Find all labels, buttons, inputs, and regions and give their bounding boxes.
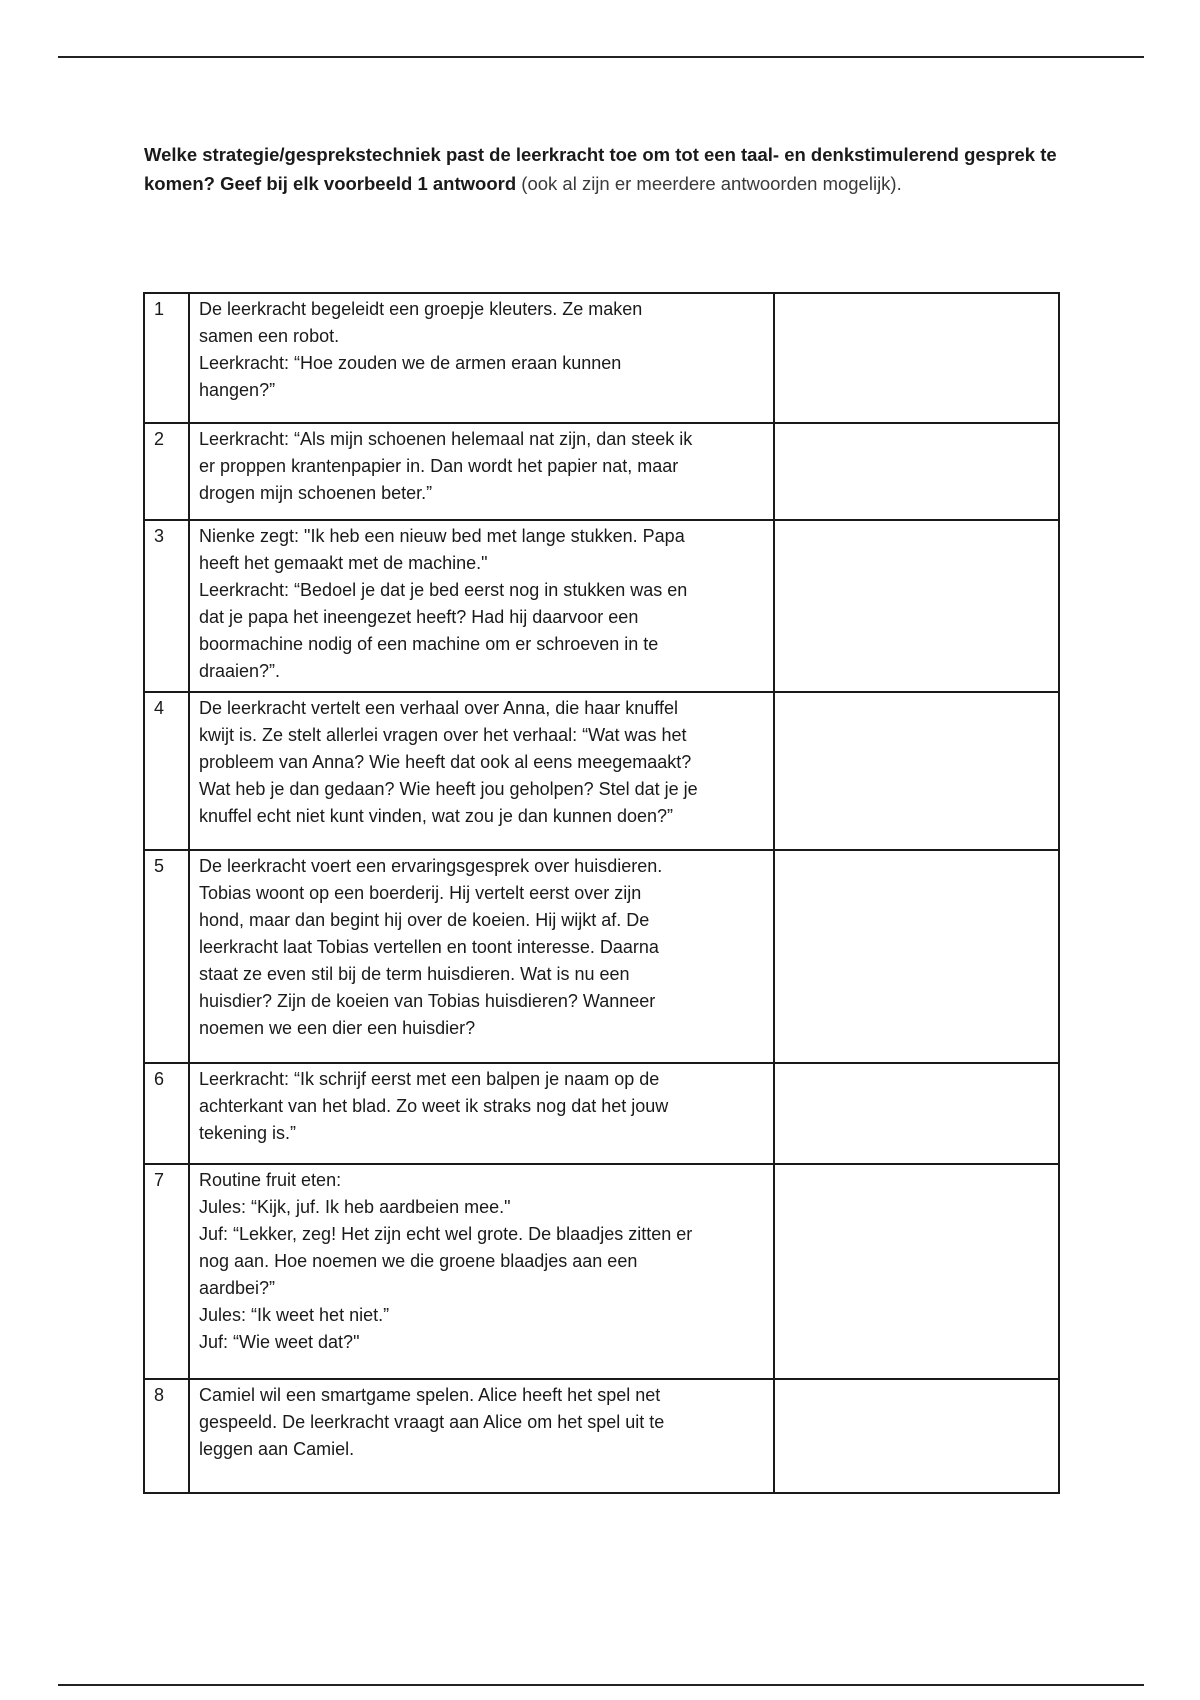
example-text-line: dat je papa het ineengezet heeft? Had hij daarvoor een [199,607,639,627]
example-text-line: heeft het gemaakt met de machine." [199,553,488,573]
question-text [144,140,1064,198]
example-row [144,1164,1059,1379]
examples-table [143,292,1060,1494]
question-bold: Welke strategie/gesprekstechniek past de leerkracht toe om tot een taal- en denkstimulerend gesprek te komen? Geef bij elk voorbeeld 1 antwoord [144,144,1057,194]
example-text [189,293,774,423]
example-text-line: nog aan. Hoe noemen we die groene blaadjes aan een [199,1251,638,1271]
example-text-line: hangen?” [199,380,276,400]
example-text [189,1063,774,1164]
answer-cell[interactable] [774,692,1059,850]
example-text [189,692,774,850]
example-text-line: Nienke zegt: "Ik heb een nieuw bed met lange stukken. Papa [199,526,685,546]
example-number: 1 [144,293,189,423]
example-number: 4 [144,692,189,850]
answer-cell[interactable] [774,1164,1059,1379]
example-number: 5 [144,850,189,1063]
question-normal: (ook al zijn er meerdere antwoorden mogelijk). [516,173,902,194]
example-text-line: De leerkracht vertelt een verhaal over Anna, die haar knuffel [199,698,678,718]
answer-cell[interactable] [774,850,1059,1063]
example-row [144,520,1059,692]
example-text-line: knuffel echt niet kunt vinden, wat zou je dan kunnen doen?” [199,806,674,826]
example-text-line: Jules: “Ik weet het niet.” [199,1305,390,1325]
example-row [144,692,1059,850]
example-text-line: noemen we een dier een huisdier? [199,1018,476,1038]
header-rule [58,56,1144,58]
example-text [189,1379,774,1493]
example-row [144,423,1059,520]
example-text-line: Juf: “Lekker, zeg! Het zijn echt wel grote. De blaadjes zitten er [199,1224,693,1244]
example-text-line: samen een robot. [199,326,340,346]
example-text-line: huisdier? Zijn de koeien van Tobias huisdieren? Wanneer [199,991,656,1011]
example-text-line: hond, maar dan begint hij over de koeien. Hij wijkt af. De [199,910,650,930]
example-text-line: staat ze even stil bij de term huisdieren. Wat is nu een [199,964,630,984]
example-text-line: Leerkracht: “Bedoel je dat je bed eerst nog in stukken was en [199,580,688,600]
example-number: 2 [144,423,189,520]
example-text-line: Leerkracht: “Hoe zouden we de armen eraan kunnen [199,353,622,373]
example-text-line: gespeeld. De leerkracht vraagt aan Alice om het spel uit te [199,1412,665,1432]
example-text-line: Leerkracht: “Ik schrijf eerst met een balpen je naam op de [199,1069,660,1089]
example-text-line: Wat heb je dan gedaan? Wie heeft jou geholpen? Stel dat je je [199,779,698,799]
example-number: 3 [144,520,189,692]
example-number: 8 [144,1379,189,1493]
answer-cell[interactable] [774,1379,1059,1493]
example-text-line: probleem van Anna? Wie heeft dat ook al eens meegemaakt? [199,752,692,772]
example-row [144,850,1059,1063]
answer-cell[interactable] [774,520,1059,692]
example-row [144,1379,1059,1493]
example-text-line: achterkant van het blad. Zo weet ik straks nog dat het jouw [199,1096,669,1116]
example-number: 6 [144,1063,189,1164]
example-number: 7 [144,1164,189,1379]
example-text-line: tekening is.” [199,1123,297,1143]
example-text-line: draaien?”. [199,661,281,681]
example-text-line: Tobias woont op een boerderij. Hij vertelt eerst over zijn [199,883,642,903]
example-text-line: Routine fruit eten: [199,1170,342,1190]
example-text [189,520,774,692]
answer-cell[interactable] [774,1063,1059,1164]
example-text-line: drogen mijn schoenen beter.” [199,483,433,503]
example-text-line: Camiel wil een smartgame spelen. Alice heeft het spel net [199,1385,661,1405]
footer-rule [58,1684,1144,1686]
example-text-line: leerkracht laat Tobias vertellen en toont interesse. Daarna [199,937,659,957]
example-text [189,423,774,520]
answer-cell[interactable] [774,423,1059,520]
example-text-line: Jules: “Kijk, juf. Ik heb aardbeien mee." [199,1197,511,1217]
example-text-line: er proppen krantenpapier in. Dan wordt het papier nat, maar [199,456,679,476]
example-text-line: De leerkracht begeleidt een groepje kleuters. Ze maken [199,299,643,319]
example-text [189,850,774,1063]
example-row [144,1063,1059,1164]
examples-table-body [144,293,1059,1493]
example-text-line: Leerkracht: “Als mijn schoenen helemaal nat zijn, dan steek ik [199,429,693,449]
example-text [189,1164,774,1379]
example-row [144,293,1059,423]
example-text-line: De leerkracht voert een ervaringsgesprek over huisdieren. [199,856,663,876]
example-text-line: leggen aan Camiel. [199,1439,355,1459]
example-text-line: Juf: “Wie weet dat?" [199,1332,360,1352]
example-text-line: aardbei?” [199,1278,276,1298]
example-text-line: kwijt is. Ze stelt allerlei vragen over het verhaal: “Wat was het [199,725,687,745]
example-text-line: boormachine nodig of een machine om er schroeven in te [199,634,659,654]
answer-cell[interactable] [774,293,1059,423]
